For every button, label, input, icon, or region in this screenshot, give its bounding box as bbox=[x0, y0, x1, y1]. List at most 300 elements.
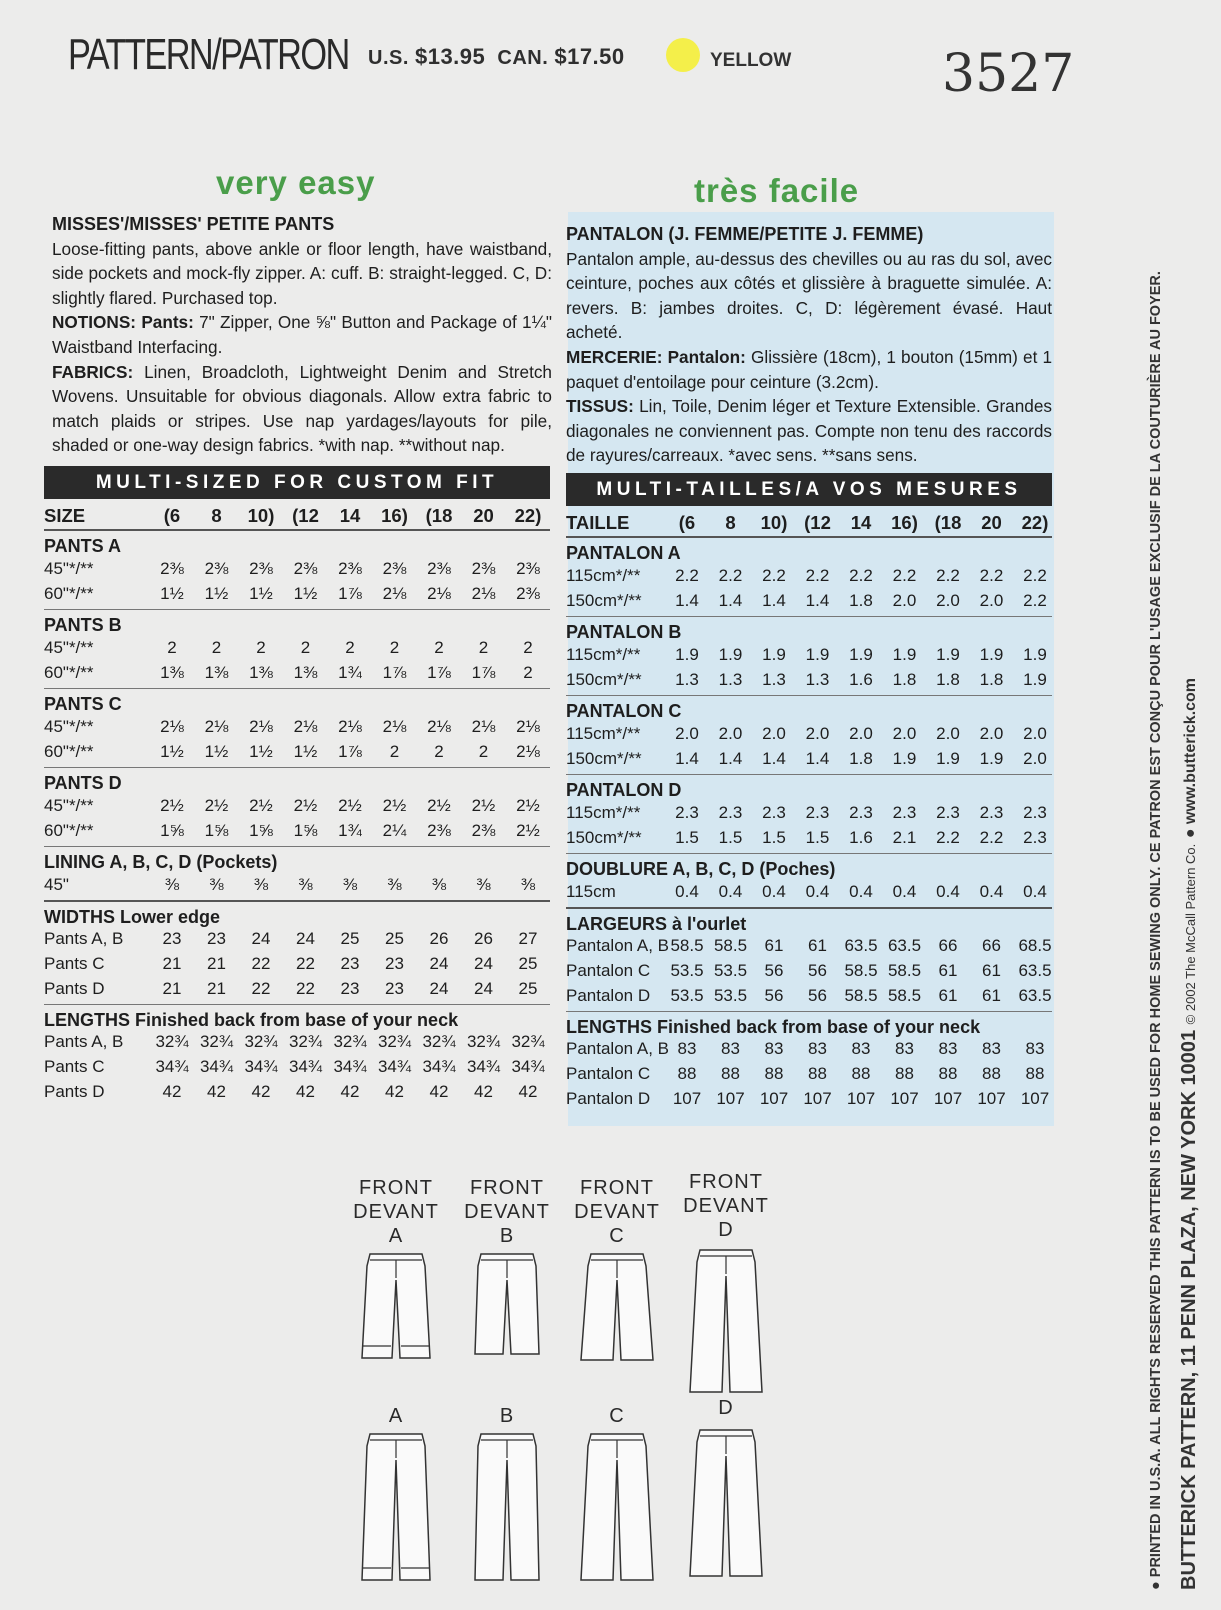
french-yardage-row-cell: 0.4 bbox=[936, 882, 960, 901]
english-yardage-row-cell: 2½ bbox=[249, 796, 273, 815]
english-yardage-row-cell: 2 bbox=[478, 742, 489, 761]
french-length-row-cell: 88 bbox=[895, 1064, 914, 1083]
front-view-label-en: FRONT bbox=[580, 1177, 654, 1199]
english-yardage-row-cell: 2½ bbox=[204, 796, 229, 815]
english-width-row-cell: 21 bbox=[207, 979, 226, 998]
french-yardage-row-cell: 2.3 bbox=[718, 803, 743, 822]
english-width-row-cell: 22 bbox=[251, 979, 271, 998]
french-yardage-row-label: 150cm*/** bbox=[566, 591, 642, 610]
english-yardage-row-cell: 2⅜ bbox=[471, 559, 496, 578]
french-yardage-row-cell: 1.9 bbox=[849, 645, 873, 664]
english-yardage-row-cell: 1⅝ bbox=[204, 821, 229, 840]
english-yardage-row-cell: 2⅜ bbox=[471, 821, 496, 840]
french-width-row-cell: 68.5 bbox=[1018, 936, 1052, 955]
french-width-row-cell: 53.5 bbox=[713, 986, 748, 1005]
french-section-title: PANTALON B bbox=[566, 622, 682, 642]
french-width-row-cell: 61 bbox=[764, 936, 784, 955]
english-yardage-row-cell: 2 bbox=[300, 638, 311, 657]
french-width-row-cell: 53.5 bbox=[713, 961, 748, 980]
english-yardage-row-cell: 2⅛ bbox=[160, 717, 184, 736]
french-section-title: PANTALON D bbox=[566, 780, 682, 800]
french-yardage-row-cell: 2.0 bbox=[979, 724, 1004, 743]
french-size-row-cell: (12 bbox=[804, 512, 831, 533]
french-yardage-row-cell: 1.6 bbox=[849, 670, 873, 689]
english-width-row-cell: 27 bbox=[518, 929, 538, 948]
french-yardage-row-label: 115cm bbox=[566, 882, 616, 901]
english-length-row-cell: 32¾ bbox=[466, 1032, 501, 1051]
english-width-row-cell: 25 bbox=[518, 979, 538, 998]
french-size-row-cell: 14 bbox=[850, 512, 872, 533]
english-notions: NOTIONS: Pants: 7" Zipper, One ⅝" Button and Package of 1¼" Waistband Interfacing. bbox=[52, 312, 552, 357]
french-yardage-row-cell: 1.9 bbox=[979, 749, 1004, 768]
english-yardage-row-cell: 1⅞ bbox=[427, 663, 451, 682]
english-yardage-row-cell: ⅜ bbox=[342, 875, 358, 894]
back-view-letter: B bbox=[499, 1405, 515, 1427]
french-yardage-row bbox=[566, 803, 1052, 828]
english-yardage-row-cell: 2 bbox=[523, 638, 533, 657]
english-yardage-row-cell: 2½ bbox=[338, 796, 362, 815]
french-width-row-cell: 61 bbox=[938, 986, 958, 1005]
french-width-row-cell: 61 bbox=[808, 936, 827, 955]
english-width-row-label: Pants D bbox=[44, 979, 105, 998]
website-line: ● www.butterick.com bbox=[1182, 677, 1199, 839]
french-length-row-cell: 107 bbox=[890, 1089, 919, 1108]
english-width-row-cell: 26 bbox=[429, 929, 449, 948]
can-label: CAN. bbox=[497, 47, 549, 69]
pants-b-back-drawing bbox=[462, 1430, 552, 1610]
english-length-row-cell: 42 bbox=[518, 1082, 538, 1101]
front-view-label-fr: DEVANT bbox=[353, 1201, 439, 1223]
english-yardage-row-cell: 2⅛ bbox=[516, 717, 540, 736]
french-yardage-row-cell: 2.0 bbox=[849, 724, 873, 743]
french-width-row-cell: 63.5 bbox=[844, 936, 878, 955]
english-yardage-row-cell: 1⅞ bbox=[382, 663, 407, 682]
french-yardage-row-cell: 1.8 bbox=[979, 670, 1004, 689]
english-yardage-row-label: 60"*/** bbox=[44, 584, 94, 603]
english-yardage-row-label: 45"*/** bbox=[44, 796, 94, 815]
english-yardage-row-cell: ⅜ bbox=[520, 875, 536, 894]
english-yardage-row-cell: 2 bbox=[256, 638, 266, 657]
english-yardage-row-label: 45" bbox=[44, 875, 69, 894]
pants-d-front-drawing bbox=[681, 1246, 771, 1422]
english-yardage-row-cell: 1¾ bbox=[338, 663, 362, 682]
english-yardage-row bbox=[44, 584, 550, 609]
french-notions: MERCERIE: Pantalon: Glissière (18cm), 1 bouton (15mm) et 1 paquet d'entoilage pour ceinture (3.2cm). bbox=[566, 346, 1053, 392]
english-body: Loose-fitting pants, above ankle or floor length, have waistband, side pockets and mock-fly zipper. A: cuff. B: straight-legged. C, D: slightly flared. Purchased top. bbox=[52, 238, 552, 308]
english-yardage-row bbox=[44, 717, 550, 742]
english-yardage-row-cell: 2½ bbox=[471, 796, 496, 815]
french-widths-title: LARGEURS à l'ourlet bbox=[566, 914, 747, 934]
english-width-row bbox=[44, 929, 550, 954]
english-yardage-row-cell: 1½ bbox=[160, 584, 184, 603]
english-yardage-row bbox=[44, 821, 550, 846]
color-dot bbox=[666, 38, 700, 72]
english-yardage-row-cell: 2½ bbox=[382, 796, 407, 815]
french-body: Pantalon ample, au-dessus des chevilles ou au ras du sol, avec ceinture, poches aux côtés et glissière à braguette simulée. A: revers. B: jambes droites. C, D: légèrement évasé. Haut acheté. bbox=[566, 248, 1052, 343]
english-yardage-row-label: 45"*/** bbox=[44, 638, 94, 657]
french-yardage-row-label: 150cm*/** bbox=[566, 828, 642, 847]
english-length-row-cell: 32¾ bbox=[511, 1032, 545, 1051]
english-yardage-row bbox=[44, 875, 550, 900]
french-yardage-row-cell: 2.2 bbox=[762, 566, 786, 585]
french-heading: très facile bbox=[694, 172, 860, 209]
french-width-row-cell: 53.5 bbox=[670, 961, 704, 980]
french-yardage-row-label: 150cm*/** bbox=[566, 749, 642, 768]
english-length-row-cell: 42 bbox=[207, 1082, 226, 1101]
english-width-row-cell: 23 bbox=[385, 979, 404, 998]
french-length-row-cell: 107 bbox=[977, 1089, 1006, 1108]
english-length-row-cell: 42 bbox=[162, 1082, 182, 1101]
english-yardage-row-cell: ⅜ bbox=[209, 875, 224, 894]
english-yardage-row-cell: ⅜ bbox=[431, 875, 447, 894]
front-view-label-fr: DEVANT bbox=[574, 1201, 660, 1223]
french-section-title: PANTALON A bbox=[566, 543, 681, 563]
french-yardage-row-cell: 0.4 bbox=[762, 882, 786, 901]
us-price: $13.95 bbox=[414, 44, 486, 69]
french-lengths-title: LENGTHS Finished back from base of your neck bbox=[566, 1017, 981, 1037]
english-yardage-row-cell: 2⅜ bbox=[293, 559, 318, 578]
english-yardage-row-cell: 2½ bbox=[160, 796, 184, 815]
front-view-label bbox=[452, 1176, 562, 1248]
english-yardage-row-cell: ⅜ bbox=[387, 875, 402, 894]
english-yardage-row-cell: 2⅛ bbox=[471, 584, 496, 603]
english-width-row bbox=[44, 954, 550, 979]
french-width-row-cell: 61 bbox=[982, 986, 1001, 1005]
english-yardage-row-cell: 2 bbox=[389, 638, 400, 657]
english-yardage-row-cell: 2⅜ bbox=[427, 821, 451, 840]
french-length-row-cell: 88 bbox=[677, 1064, 697, 1083]
english-yardage-row-cell: ⅜ bbox=[164, 875, 180, 894]
french-yardage-row-cell: 1.9 bbox=[936, 749, 960, 768]
french-yardage-row-cell: 2.3 bbox=[1023, 803, 1047, 822]
front-view-label bbox=[562, 1176, 672, 1248]
english-width-row-cell: 24 bbox=[429, 979, 449, 998]
french-yardage-row-cell: 1.3 bbox=[805, 670, 830, 689]
english-length-row-cell: 34¾ bbox=[466, 1057, 501, 1076]
english-size-row-label: SIZE bbox=[44, 505, 86, 526]
french-yardage-row-cell: 2.0 bbox=[979, 591, 1004, 610]
french-width-row-cell: 56 bbox=[764, 961, 784, 980]
french-yardage-row-cell: 1.9 bbox=[805, 645, 830, 664]
french-length-row bbox=[566, 1064, 1052, 1089]
french-yardage-row-cell: 2.3 bbox=[892, 803, 917, 822]
french-size-row bbox=[566, 506, 1052, 536]
english-length-row-cell: 34¾ bbox=[199, 1057, 234, 1076]
french-width-row-cell: 58.5 bbox=[844, 986, 878, 1005]
french-length-row-cell: 107 bbox=[716, 1089, 745, 1108]
french-yardage-row-cell: 2.0 bbox=[1023, 724, 1047, 743]
french-yardage-row-label: 115cm*/** bbox=[566, 724, 641, 743]
english-width-row-cell: 24 bbox=[251, 929, 271, 948]
french-yardage-row-label: 115cm*/** bbox=[566, 566, 641, 585]
french-yardage-row-cell: 1.4 bbox=[675, 749, 699, 768]
front-view-label-en: FRONT bbox=[470, 1177, 544, 1199]
french-length-row bbox=[566, 1039, 1052, 1064]
french-yardage-row bbox=[566, 882, 1052, 907]
english-title: MISSES'/MISSES' PETITE PANTS bbox=[52, 214, 335, 234]
french-yardage-row-label: 150cm*/** bbox=[566, 670, 642, 689]
french-yardage-row-cell: 0.4 bbox=[1023, 882, 1047, 901]
pants-a-front-drawing bbox=[351, 1250, 441, 1388]
french-yardage-row-cell: 1.8 bbox=[849, 591, 873, 610]
english-width-row-cell: 25 bbox=[518, 954, 538, 973]
french-length-row-cell: 88 bbox=[721, 1064, 740, 1083]
french-yardage-row-cell: 1.9 bbox=[936, 645, 960, 664]
english-length-row-cell: 34¾ bbox=[244, 1057, 278, 1076]
front-view-label-letter: B bbox=[499, 1225, 515, 1247]
english-yardage-row-cell: 2⅛ bbox=[382, 717, 407, 736]
english-yardage-row-cell: 2 bbox=[389, 742, 400, 761]
english-width-row bbox=[44, 979, 550, 1004]
english-length-row-label: Pants C bbox=[44, 1057, 105, 1076]
english-yardage-row-cell: 2⅛ bbox=[427, 717, 451, 736]
french-yardage-row-cell: 2.0 bbox=[936, 591, 960, 610]
english-yardage-row-cell: 1½ bbox=[204, 742, 229, 761]
french-yardage-row-cell: 1.9 bbox=[1023, 670, 1047, 689]
english-yardage-row-cell: 2⅜ bbox=[338, 559, 362, 578]
french-description bbox=[566, 222, 1052, 468]
english-yardage-row bbox=[44, 796, 550, 821]
french-width-row-cell: 58.5 bbox=[713, 936, 748, 955]
french-yardage-row-cell: 1.5 bbox=[805, 828, 830, 847]
french-yardage-row-cell: 1.9 bbox=[675, 645, 699, 664]
english-length-row-cell: 42 bbox=[251, 1082, 271, 1101]
french-width-row-cell: 56 bbox=[764, 986, 784, 1005]
english-yardage-row-cell: 2 bbox=[434, 742, 444, 761]
english-yardage-row-cell: 2⅛ bbox=[249, 717, 273, 736]
french-yardage-row bbox=[566, 645, 1052, 670]
english-yardage-row-label: 60"*/** bbox=[44, 742, 94, 761]
french-yardage-row-cell: 1.4 bbox=[675, 591, 699, 610]
english-width-row-cell: 22 bbox=[251, 954, 271, 973]
french-length-row-cell: 88 bbox=[764, 1064, 784, 1083]
front-view-label-fr: DEVANT bbox=[464, 1201, 550, 1223]
english-width-row-cell: 21 bbox=[207, 954, 226, 973]
english-section-title: PANTS A bbox=[44, 536, 122, 556]
english-length-row-cell: 32¾ bbox=[155, 1032, 189, 1051]
english-width-row-label: Pants C bbox=[44, 954, 105, 973]
french-band: MULTI-TAILLES/A VOS MESURES bbox=[566, 473, 1052, 506]
english-width-row-cell: 24 bbox=[429, 954, 449, 973]
french-width-row-label: Pantalon D bbox=[566, 986, 651, 1005]
english-length-row-cell: 42 bbox=[474, 1082, 493, 1101]
english-size-row-cell: 14 bbox=[339, 505, 361, 526]
french-yardage-row-cell: 2.0 bbox=[675, 724, 699, 743]
english-yardage-row-cell: 1⅝ bbox=[160, 821, 184, 840]
french-length-row-cell: 83 bbox=[764, 1039, 784, 1058]
english-yardage-row-cell: 1⅞ bbox=[338, 584, 362, 603]
english-yardage-row-cell: 1½ bbox=[204, 584, 229, 603]
english-yardage-row-cell: 1½ bbox=[249, 584, 273, 603]
french-yardage-row-cell: 2.0 bbox=[718, 724, 743, 743]
french-yardage-row-cell: 2.0 bbox=[762, 724, 786, 743]
english-band: MULTI-SIZED FOR CUSTOM FIT bbox=[44, 466, 550, 499]
english-width-row-cell: 25 bbox=[385, 929, 404, 948]
english-fabrics: FABRICS: Linen, Broadcloth, Lightweight Denim and Stretch Wovens. Unsuitable for obvious diagonals. Allow extra fabric to match plaids or stripes. Use nap yardages/layouts for pile, shaded or one-way design fabrics. *with nap. **without nap. bbox=[52, 361, 552, 456]
pants-b-front-drawing bbox=[462, 1250, 552, 1384]
english-yardage-row-cell: 2⅜ bbox=[204, 559, 229, 578]
front-view-label bbox=[671, 1170, 781, 1242]
color-name: YELLOW bbox=[710, 50, 792, 71]
french-yardage-row-cell: 0.4 bbox=[849, 882, 873, 901]
french-yardage-row-cell: 2.2 bbox=[979, 566, 1004, 585]
english-section-title: PANTS C bbox=[44, 694, 122, 714]
french-yardage-row-cell: 0.4 bbox=[718, 882, 743, 901]
french-yardage-row-cell: 2.2 bbox=[675, 566, 699, 585]
back-view-letter: C bbox=[609, 1405, 625, 1427]
french-yardage-row-cell: 1.9 bbox=[892, 645, 917, 664]
french-length-row-cell: 83 bbox=[895, 1039, 914, 1058]
english-yardage-row-cell: 2 bbox=[211, 638, 222, 657]
english-yardage-row-cell: ⅜ bbox=[298, 875, 313, 894]
french-yardage-row-cell: 2.2 bbox=[805, 566, 830, 585]
english-size-row-cell: (6 bbox=[163, 505, 181, 526]
english-length-row bbox=[44, 1032, 550, 1057]
french-yardage-row-label: 115cm*/** bbox=[566, 803, 641, 822]
french-yardage-row-cell: 1.5 bbox=[762, 828, 786, 847]
english-yardage-row-cell: 1½ bbox=[160, 742, 184, 761]
english-yardage-row-cell: 1⅜ bbox=[204, 663, 229, 682]
english-yardage-row-cell: 2⅛ bbox=[338, 717, 362, 736]
english-width-row-cell: 25 bbox=[340, 929, 360, 948]
french-yardage-row-cell: 2.3 bbox=[805, 803, 830, 822]
english-yardage-row-cell: 2⅜ bbox=[249, 559, 273, 578]
french-length-row-cell: 83 bbox=[721, 1039, 740, 1058]
french-size-row-cell: 10) bbox=[760, 512, 788, 533]
english-size-row-cell: 20 bbox=[473, 505, 494, 526]
french-yardage-row-cell: 1.3 bbox=[675, 670, 699, 689]
english-length-row-label: Pants D bbox=[44, 1082, 105, 1101]
french-width-row-cell: 56 bbox=[808, 986, 827, 1005]
french-size-row-cell: 20 bbox=[981, 512, 1002, 533]
french-yardage-row-cell: 1.9 bbox=[718, 645, 743, 664]
french-length-row-cell: 83 bbox=[677, 1039, 697, 1058]
french-width-row-cell: 58.5 bbox=[844, 961, 878, 980]
english-size-row-cell: 22) bbox=[514, 505, 542, 526]
english-yardage-row-cell: 2½ bbox=[516, 821, 540, 840]
front-view-label-fr: DEVANT bbox=[683, 1195, 769, 1217]
english-yardage-row-cell: 2¼ bbox=[382, 821, 407, 840]
us-label: U.S. bbox=[368, 47, 409, 69]
french-length-row-label: Pantalon C bbox=[566, 1064, 651, 1083]
french-length-row-cell: 83 bbox=[938, 1039, 958, 1058]
french-yardage-row-cell: 1.8 bbox=[849, 749, 873, 768]
english-yardage-row bbox=[44, 638, 550, 663]
english-yardage-row-cell: 1½ bbox=[293, 584, 318, 603]
english-length-row-label: Pants A, B bbox=[44, 1032, 124, 1051]
french-yardage-row-cell: 2.2 bbox=[892, 566, 917, 585]
english-width-row-cell: 23 bbox=[385, 954, 404, 973]
french-yardage-row-cell: 2.2 bbox=[936, 828, 960, 847]
french-yardage-row-cell: 0.4 bbox=[979, 882, 1004, 901]
french-length-row-cell: 107 bbox=[1020, 1089, 1050, 1108]
english-yardage-row-label: 45"*/** bbox=[44, 559, 94, 578]
english-length-row-cell: 34¾ bbox=[422, 1057, 456, 1076]
french-yardage-row-cell: 2.2 bbox=[1023, 566, 1047, 585]
french-section-title: PANTALON C bbox=[566, 701, 682, 721]
french-yardage-row-cell: 2.0 bbox=[936, 724, 960, 743]
french-width-row-cell: 56 bbox=[808, 961, 827, 980]
french-yardage-row bbox=[566, 828, 1052, 853]
english-yardage-row-cell: 2⅜ bbox=[516, 584, 540, 603]
french-yardage-row bbox=[566, 724, 1052, 749]
english-length-row-cell: 42 bbox=[429, 1082, 449, 1101]
french-yardage-row-cell: 1.8 bbox=[892, 670, 917, 689]
french-section-title: DOUBLURE A, B, C, D (Poches) bbox=[566, 859, 836, 879]
french-width-row bbox=[566, 936, 1052, 961]
french-yardage-row-cell: 2.3 bbox=[979, 803, 1004, 822]
pants-d-back-drawing bbox=[681, 1426, 771, 1606]
french-yardage-row-cell: 2.2 bbox=[1023, 591, 1047, 610]
back-view-letter: A bbox=[388, 1405, 404, 1427]
french-yardage-row-cell: 0.4 bbox=[805, 882, 830, 901]
french-yardage-row-cell: 0.4 bbox=[892, 882, 917, 901]
french-width-row-cell: 53.5 bbox=[670, 986, 704, 1005]
english-width-row-cell: 24 bbox=[474, 954, 493, 973]
english-yardage-row-cell: 2⅜ bbox=[516, 559, 540, 578]
english-yardage-row bbox=[44, 663, 550, 688]
english-length-row-cell: 34¾ bbox=[155, 1057, 189, 1076]
french-width-row-cell: 58.5 bbox=[887, 986, 922, 1005]
brand-title: PATTERN/PATRON bbox=[68, 30, 349, 79]
english-yardage-row-cell: 2 bbox=[434, 638, 444, 657]
english-size-row bbox=[44, 499, 550, 529]
english-width-row-cell: 23 bbox=[162, 929, 182, 948]
french-yardage-row-cell: 1.6 bbox=[849, 828, 873, 847]
english-length-row-cell: 34¾ bbox=[377, 1057, 412, 1076]
english-yardage-row-cell: 1⅝ bbox=[293, 821, 318, 840]
english-yardage-row-cell: 1¾ bbox=[338, 821, 362, 840]
english-size-row-cell: 10) bbox=[247, 505, 275, 526]
french-yardage-table bbox=[566, 473, 1052, 1114]
french-width-row-label: Pantalon C bbox=[566, 961, 651, 980]
french-yardage-row bbox=[566, 566, 1052, 591]
english-yardage-row bbox=[44, 742, 550, 767]
pants-c-front-drawing bbox=[572, 1250, 662, 1390]
english-yardage-row-cell: 2 bbox=[523, 663, 533, 682]
french-width-row-label: Pantalon A, B bbox=[566, 936, 670, 955]
french-yardage-row bbox=[566, 591, 1052, 616]
english-yardage-row-cell: 2⅛ bbox=[204, 717, 229, 736]
french-width-row-cell: 63.5 bbox=[1018, 961, 1052, 980]
french-yardage-row-cell: 1.8 bbox=[936, 670, 960, 689]
english-width-row-cell: 21 bbox=[162, 979, 182, 998]
english-yardage-row-cell: 2⅛ bbox=[382, 584, 407, 603]
english-length-row-cell: 34¾ bbox=[288, 1057, 323, 1076]
english-length-row-cell: 42 bbox=[340, 1082, 360, 1101]
english-yardage-row-cell: 1½ bbox=[249, 742, 273, 761]
english-length-row-cell: 34¾ bbox=[333, 1057, 367, 1076]
french-yardage-row-cell: 2.3 bbox=[849, 803, 873, 822]
english-length-row-cell: 32¾ bbox=[199, 1032, 234, 1051]
french-yardage-row-cell: 2.0 bbox=[1023, 749, 1047, 768]
english-section-title: PANTS B bbox=[44, 615, 122, 635]
french-yardage-row-cell: 1.4 bbox=[805, 591, 830, 610]
english-length-row-cell: 32¾ bbox=[422, 1032, 456, 1051]
english-yardage-row-cell: 1⅞ bbox=[338, 742, 362, 761]
french-yardage-row-label: 115cm*/** bbox=[566, 645, 641, 664]
french-width-row-cell: 61 bbox=[982, 961, 1001, 980]
french-yardage-row-cell: 1.4 bbox=[805, 749, 830, 768]
french-yardage-row-cell: 1.5 bbox=[718, 828, 743, 847]
english-yardage-row bbox=[44, 559, 550, 584]
french-yardage-row-cell: 2.2 bbox=[718, 566, 743, 585]
english-section-title: PANTS D bbox=[44, 773, 122, 793]
english-length-row-cell: 42 bbox=[296, 1082, 315, 1101]
english-size-row-cell: 8 bbox=[211, 505, 222, 526]
french-length-row-cell: 107 bbox=[803, 1089, 832, 1108]
french-yardage-row-cell: 0.4 bbox=[675, 882, 699, 901]
